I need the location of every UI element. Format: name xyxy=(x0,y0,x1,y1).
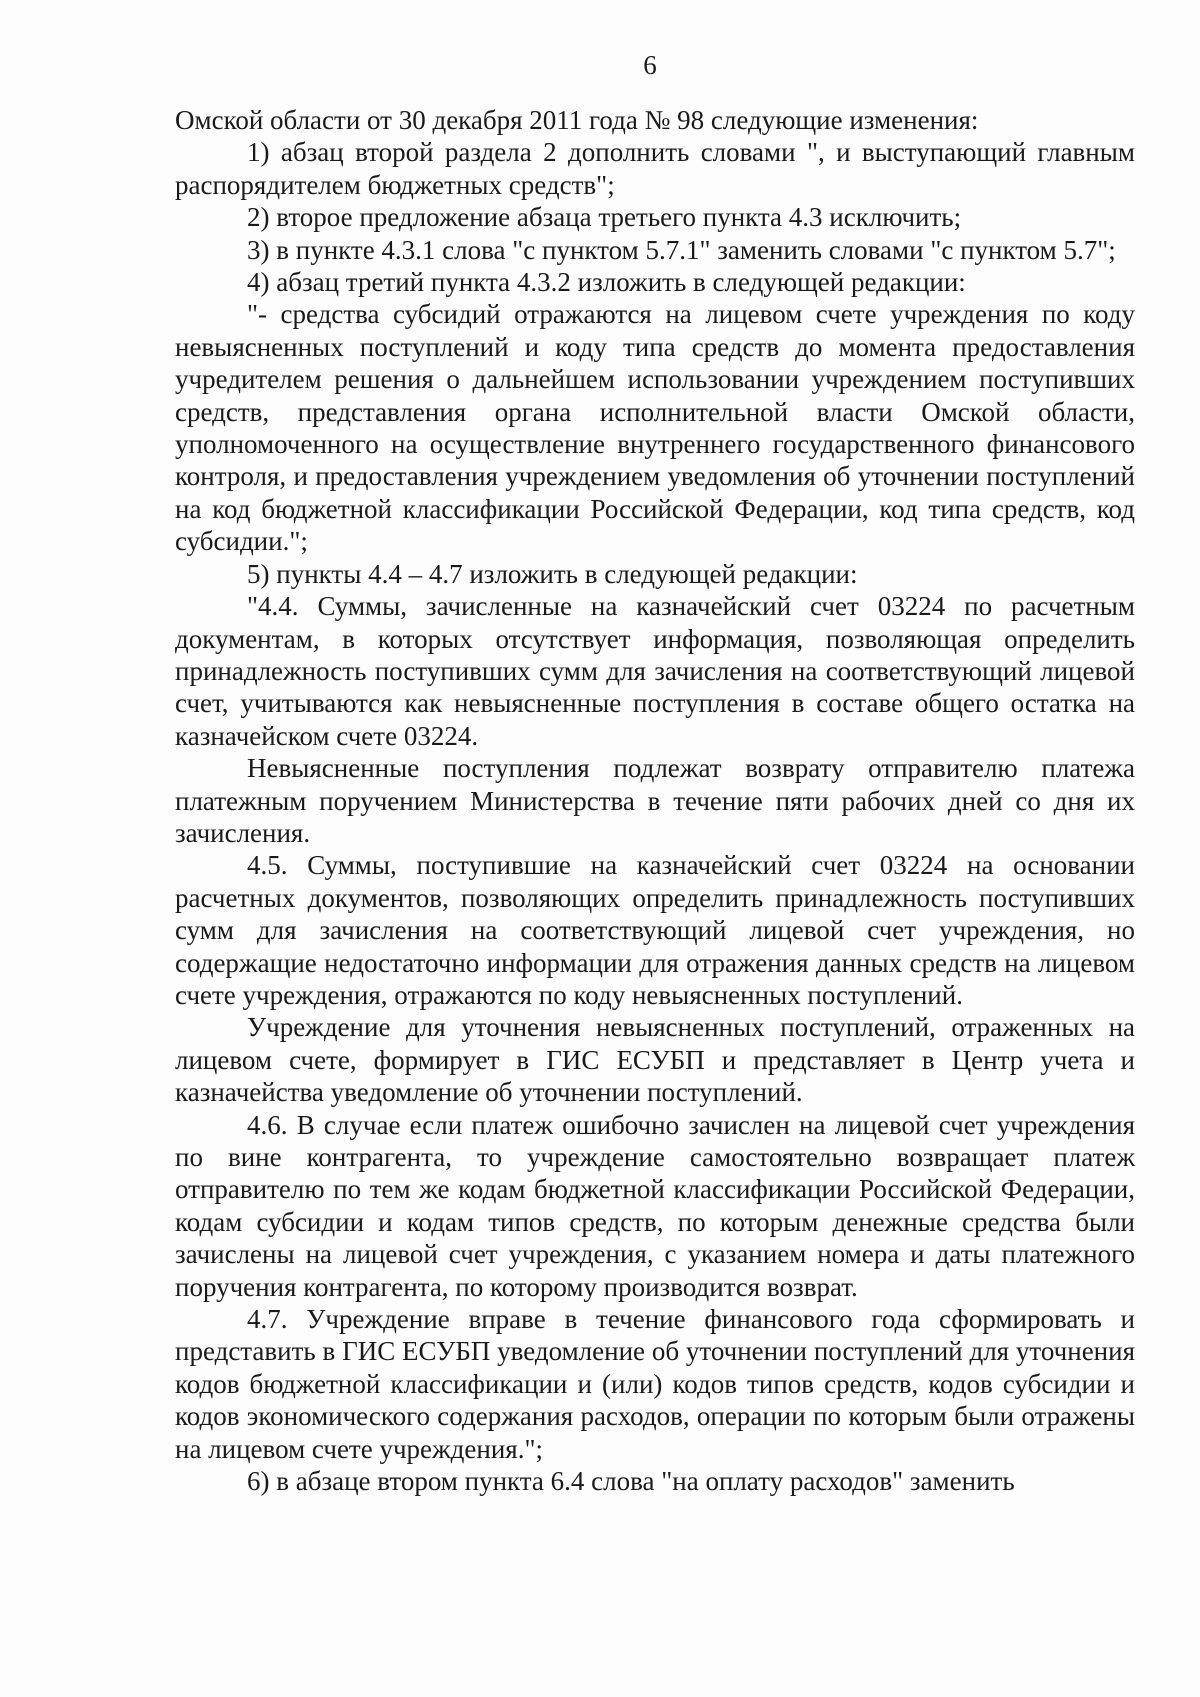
paragraph-quoted-4-3-2: "- средства субсидий отражаются на лицевом счете учреждения по коду невыясненных поступлений и коду типа средств до момента предоставления учредителем решения о дальнейшем использовании учреждением поступивших средств, представления органа исполнительной власти Омской области, уполномоченного на осуществление внутреннего государственного финансового контроля, и предоставления учреждением уведомления об уточнении поступлений на код бюджетной классификации Российской Федерации, код типа средств, код субсидии."; xyxy=(175,299,1135,557)
paragraph-clause-4-7: 4.7. Учреждение вправе в течение финансового года сформировать и представить в ГИС ЕСУБП уведомление об уточнении поступлений для уточнения кодов бюджетной классификации и (или) кодов типов средств, кодов субсидии и кодов экономического содержания расходов, операции по которым были отражены на лицевом счете учреждения."; xyxy=(175,1304,1135,1464)
page-number: 6 xyxy=(643,50,657,80)
paragraph-item-2: 2) второе предложение абзаца третьего пункта 4.3 исключить; xyxy=(247,202,962,233)
paragraph-clause-4-5: 4.5. Суммы, поступившие на казначейский счет 03224 на основании расчетных документов, позволяющих определить принадлежность поступивших сумм для зачисления на соответствующий лицевой счет учреждения, но содержащие недостаточно информации для отражения данных средств на лицевом счете учреждения, отражаются по коду невыясненных поступлений. xyxy=(175,850,1135,1010)
paragraph-item-3: 3) в пункте 4.3.1 слова "с пунктом 5.7.1" заменить словами "с пунктом 5.7"; xyxy=(247,234,1116,265)
paragraph-clause-4-5-notice: Учреждение для уточнения невыясненных поступлений, отраженных на лицевом счете, формирует в ГИС ЕСУБП и представляет в Центр учета и казначейства уведомление об уточнении поступлений. xyxy=(175,1012,1135,1108)
paragraph-clause-4-6: 4.6. В случае если платеж ошибочно зачислен на лицевой счет учреждения по вине контрагента, то учреждение самостоятельно возвращает платеж отправителю по тем же кодам бюджетной классификации Российской Федерации, кодам субсидии и кодам типов средств, по которым денежные средства были зачислены на лицевой счет учреждения, с указанием номера и даты платежного поручения контрагента, по которому производится возврат. xyxy=(175,1109,1135,1302)
document-body xyxy=(175,104,1135,1497)
paragraph-item-1: 1) абзац второй раздела 2 дополнить словами ", и выступающий главным распорядителем бюджетных средств"; xyxy=(175,137,1135,200)
paragraph-item-5: 5) пункты 4.4 – 4.7 изложить в следующей редакции: xyxy=(247,558,858,589)
paragraph-item-4: 4) абзац третий пункта 4.3.2 изложить в следующей редакции: xyxy=(247,267,966,298)
paragraph-clause-4-4: "4.4. Суммы, зачисленные на казначейский счет 03224 по расчетным документам, в которых отсутствует информация, позволяющая определить принадлежность поступивших сумм для зачисления на соответствующий лицевой счет, учитываются как невыясненные поступления в составе общего остатка на казначейском счете 03224. xyxy=(175,591,1135,751)
paragraph-clause-4-4-return: Невыясненные поступления подлежат возврату отправителю платежа платежным поручением Министерства в течение пяти рабочих дней со дня их зачисления. xyxy=(175,753,1135,848)
paragraph-item-6: 6) в абзаце втором пункта 6.4 слова "на оплату расходов" заменить xyxy=(247,1466,1015,1497)
paragraph-continuation: Омской области от 30 декабря 2011 года № 98 следующие изменения: xyxy=(175,105,979,135)
